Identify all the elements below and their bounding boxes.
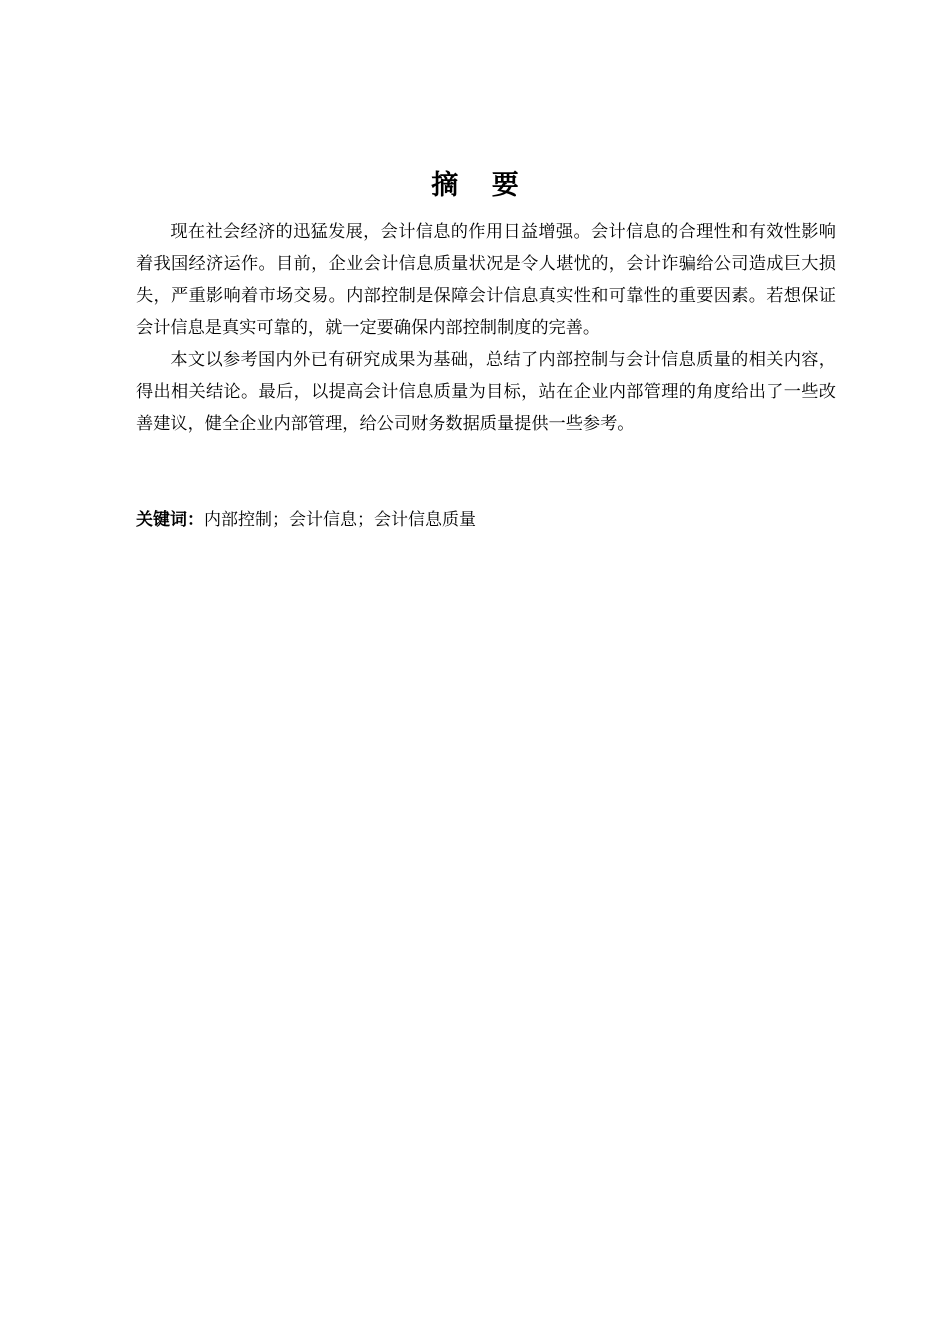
abstract-title: 摘 要 <box>431 170 531 201</box>
abstract-paragraph-1: 现在社会经济的迅猛发展，会计信息的作用日益增强。会计信息的合理性和有效性影响着我国经济运作。目前，企业会计信息质量状况是令人堪忧的，会计诈骗给公司造成巨大损失，严重影响着市场交易。内部控制是保障会计信息真实性和可靠性的重要因素。若想保证会计信息是真实可靠的，就一定要确保内部控制制度的完善。 <box>136 222 836 338</box>
abstract-body <box>136 216 836 440</box>
abstract-paragraph-2: 本文以参考国内外已有研究成果为基础，总结了内部控制与会计信息质量的相关内容，得出相关结论。最后，以提高会计信息质量为目标，站在企业内部管理的角度给出了一些改善建议，健全企业内部管理，给公司财务数据质量提供一些参考。 <box>136 350 836 434</box>
keywords-label: 关键词： <box>136 510 204 530</box>
keywords-line <box>136 505 836 535</box>
keywords-list: 内部控制；会计信息；会计信息质量 <box>204 510 476 530</box>
